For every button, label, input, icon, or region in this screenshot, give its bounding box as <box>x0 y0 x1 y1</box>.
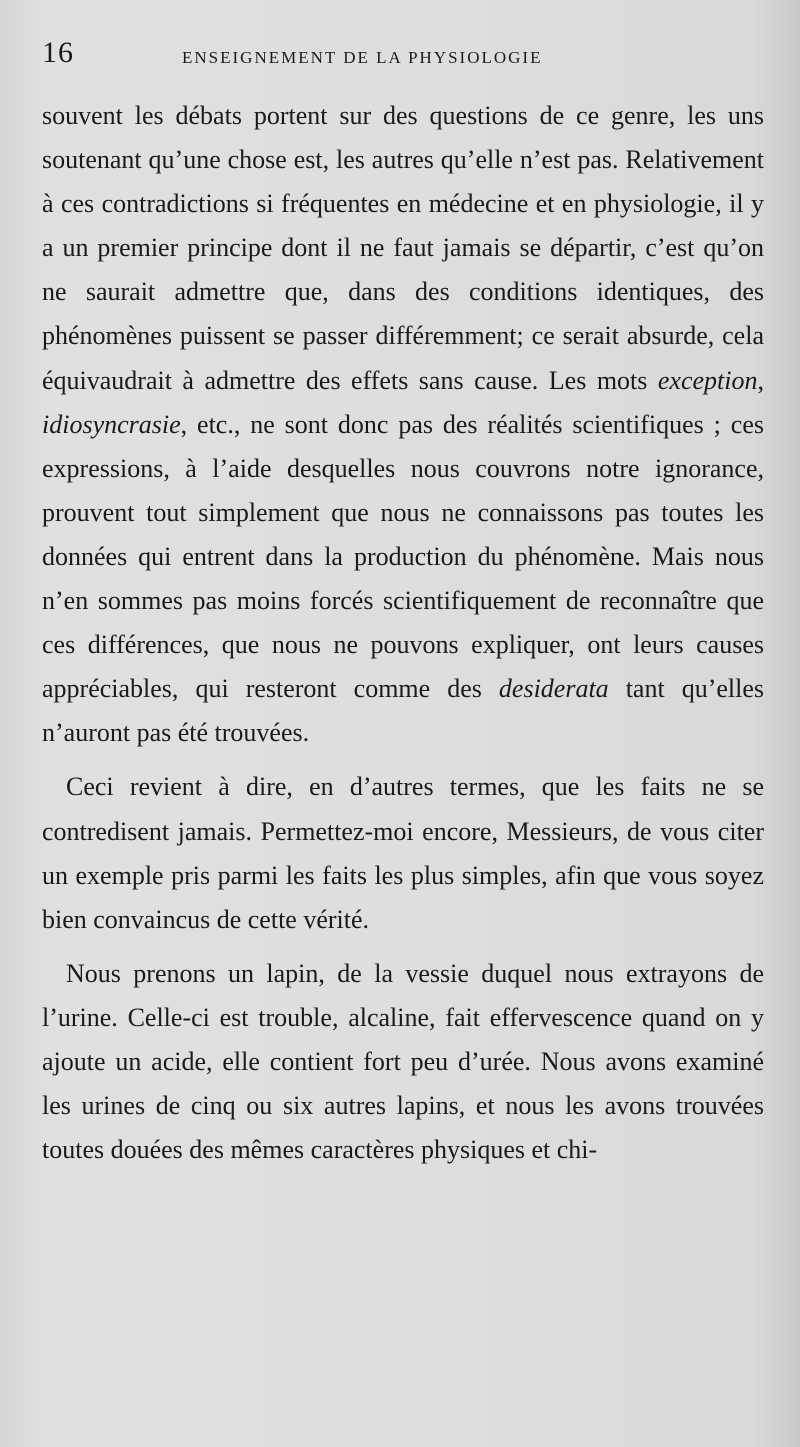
body-text <box>42 94 764 1182</box>
paragraph-1-part-d: tant qu’elles n’auront pas été trouvées. <box>42 674 765 748</box>
page-number: 16 <box>42 36 74 69</box>
paragraph-1-part-c: , etc., ne sont donc pas des réalités scientifiques ; ces expressions, à l’aide desquelles nous couvrons notre ignorance, prouvent tout simplement que nous ne connaissons pas toutes les données qui entrent dans la production du phénomène. Mais nous n’en sommes pas moins forcés scientifiquement de reconnaître que ces différences, que nous ne pouvons expliquer, ont leurs causes appréciables, qui resteront comme des <box>42 409 764 704</box>
paragraph-1-part-a: souvent les débats portent sur des questions de ce genre, les uns soutenant qu’une chose est, les autres qu’elle n’est pas. Relativement à ces contradictions si fréquentes en médecine et en physiologie, il y a un premier principe dont il ne faut jamais se départir, c’est qu’on ne saurait admettre que, dans des conditions identiques, des phénomènes puissent se passer différemment; ce serait absurde, cela équivaudrait à admettre des effets sans cause. Les mots <box>42 101 764 395</box>
paragraph-1-part-b: , <box>757 365 764 395</box>
italic-term-desiderata: desiderata <box>498 674 609 704</box>
running-title: ENSEIGNEMENT DE LA PHYSIOLOGIE <box>182 48 543 67</box>
italic-term-idiosyncrasie: idiosyncrasie <box>42 409 181 439</box>
page-header <box>42 36 760 76</box>
italic-term-exception: exception <box>657 365 758 395</box>
paragraph-1 <box>42 94 764 755</box>
paragraph-2: Ceci revient à dire, en d’autres termes, que les faits ne se contredisent jamais. Permettez-moi encore, Messieurs, de vous citer un exemple pris parmi les faits les plus simples, afin que vous soyez bien convaincus de cette vérité. <box>42 772 764 934</box>
paragraph-3: Nous prenons un lapin, de la vessie duquel nous extrayons de l’urine. Celle-ci est trouble, alcaline, fait effervescence quand on y ajoute un acide, elle contient fort peu d’urée. Nous avons examiné les urines de cinq ou six autres lapins, et nous les avons trouvées toutes douées des mêmes caractères physiques et chi- <box>42 958 764 1165</box>
